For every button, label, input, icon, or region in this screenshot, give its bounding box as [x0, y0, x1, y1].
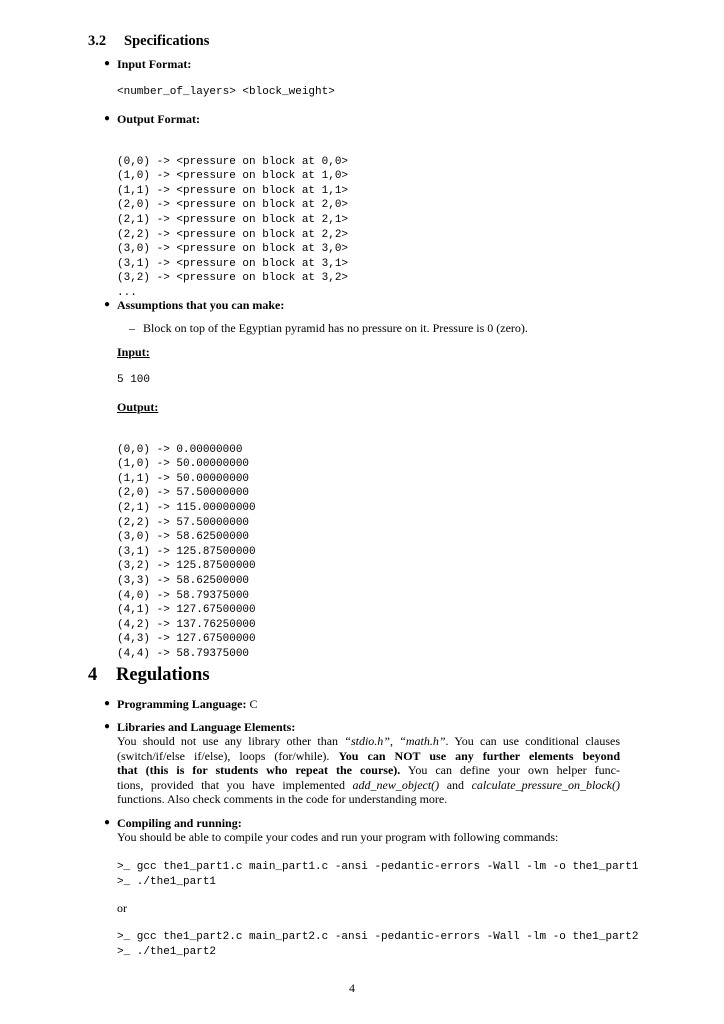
paragraph-line: functions. Also check comments in the code for understanding more.: [117, 792, 448, 807]
paragraph-line: [117, 749, 620, 763]
bullet-icon: ●: [104, 721, 111, 732]
text: . You can use conditional clauses: [445, 734, 620, 749]
code-line: (1,0) -> 50.00000000: [117, 458, 250, 471]
assumptions-label: Assumptions that you can make:: [117, 298, 285, 312]
code-line: (4,4) -> 58.79375000: [117, 647, 250, 660]
code-line: (3,2) -> 125.87500000: [117, 560, 256, 573]
code-line: (2,0) -> <pressure on block at 2,0>: [117, 199, 349, 212]
bullet-icon: ●: [104, 698, 111, 709]
section-number: 3.2: [88, 33, 107, 49]
code-line: (2,2) -> <pressure on block at 2,2>: [117, 228, 349, 241]
code-line: (2,1) -> 115.00000000: [117, 501, 256, 514]
section-title: Specifications: [124, 33, 210, 49]
code-line: (0,0) -> <pressure on block at 0,0>: [117, 155, 349, 168]
text: tions, provided that you have implemented: [117, 777, 353, 792]
paragraph-line: [117, 778, 620, 792]
code-line: (3,0) -> 58.62500000: [117, 531, 250, 544]
code-line: (3,1) -> 125.87500000: [117, 545, 256, 558]
text: and: [439, 777, 472, 792]
compiling-label: Compiling and running:: [117, 816, 242, 830]
compile-command-2: [117, 930, 639, 959]
text: You can define your own helper func-: [400, 763, 620, 778]
code-line: (3,1) -> <pressure on block at 3,1>: [117, 257, 349, 270]
code-line: (0,0) -> 0.00000000: [117, 443, 243, 456]
output-format-code: [117, 140, 348, 315]
compiling-text: You should be able to compile your codes and run your program with following commands:: [117, 830, 559, 845]
code-line: (4,0) -> 58.79375000: [117, 589, 250, 602]
assumption-item: Block on top of the Egyptian pyramid has no pressure on it. Pressure is 0 (zero).: [143, 321, 528, 335]
programming-language: [117, 697, 257, 712]
bullet-icon: ●: [104, 299, 111, 310]
bullet-icon: ●: [104, 817, 111, 828]
code-line: (1,1) -> 50.00000000: [117, 472, 250, 485]
code-line: (4,1) -> 127.67500000: [117, 604, 256, 617]
or-text: or: [117, 901, 127, 915]
input-format-code: <number_of_layers> <block_weight>: [117, 86, 335, 98]
input-format-label: Input Format:: [117, 57, 192, 71]
code-line: (2,0) -> 57.50000000: [117, 487, 250, 500]
section-heading-regulations: [88, 665, 210, 686]
section-heading-specifications: [88, 33, 209, 50]
paragraph-line: [117, 734, 620, 748]
header-name: “stdio.h”: [344, 734, 390, 749]
example-output: [117, 428, 256, 676]
compile-command-1: [117, 860, 639, 889]
code-line: (2,1) -> <pressure on block at 2,1>: [117, 213, 349, 226]
compiling-item: [117, 816, 620, 845]
example-input-label: Input:: [117, 345, 150, 359]
text: ,: [389, 734, 400, 749]
output-format-label: Output Format:: [117, 112, 200, 126]
libraries-label: Libraries and Language Elements:: [117, 720, 296, 734]
code-line: (2,2) -> 57.50000000: [117, 516, 250, 529]
text: (switch/if/else if/else), loops (for/while).: [117, 748, 339, 763]
example-input: 5 100: [117, 374, 151, 386]
code-line: >_ ./the1_part2: [117, 945, 217, 958]
code-line: (1,0) -> <pressure on block at 1,0>: [117, 170, 349, 183]
code-line: >_ gcc the1_part2.c main_part2.c -ansi -pedantic-errors -Wall -lm -o the1_part2: [117, 931, 639, 943]
programming-language-value: C: [249, 697, 258, 711]
code-line: (3,2) -> <pressure on block at 3,2>: [117, 272, 349, 285]
code-line: (4,2) -> 137.76250000: [117, 618, 256, 631]
bullet-icon: ●: [104, 113, 111, 124]
paragraph-line: [117, 763, 620, 777]
page-number: 4: [349, 981, 355, 995]
bullet-icon: ●: [104, 58, 111, 69]
emphasis: You can NOT use any further elements beyond: [338, 748, 620, 763]
section-number: 4: [88, 665, 98, 685]
code-line: (4,3) -> 127.67500000: [117, 633, 256, 646]
code-line: (3,0) -> <pressure on block at 3,0>: [117, 243, 349, 256]
dash-icon: –: [129, 321, 135, 335]
example-output-label: Output:: [117, 400, 159, 414]
header-name: “math.h”: [399, 734, 446, 749]
text: You should not use any library other than: [117, 734, 345, 749]
function-name: calculate_pressure_on_block(): [471, 777, 620, 792]
function-name: add_new_object(): [352, 777, 440, 792]
code-line: >_ ./the1_part1: [117, 875, 217, 888]
programming-language-label: Programming Language:: [117, 697, 247, 711]
emphasis: that (this is for students who repeat the course).: [117, 763, 401, 778]
code-line: >_ gcc the1_part1.c main_part1.c -ansi -pedantic-errors -Wall -lm -o the1_part1: [117, 861, 639, 873]
libraries-item: [117, 720, 620, 806]
code-line: (3,3) -> 58.62500000: [117, 574, 250, 587]
code-line: (1,1) -> <pressure on block at 1,1>: [117, 184, 349, 197]
section-title: Regulations: [116, 665, 210, 685]
code-line: ...: [117, 286, 137, 299]
